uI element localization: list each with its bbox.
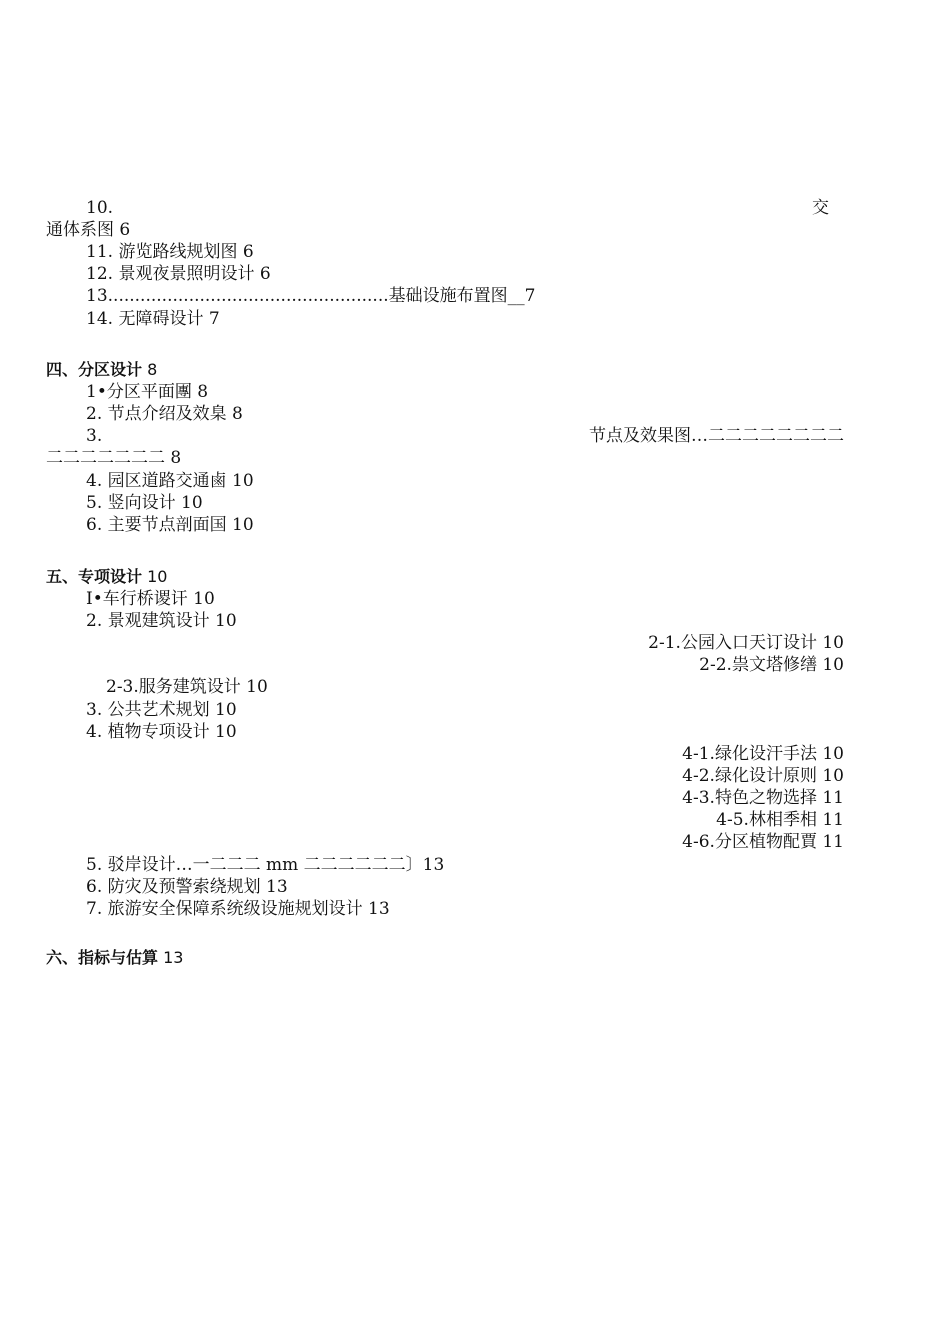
toc-s5-item-4-2: 4-2.绿化设计原则 10 (682, 766, 844, 786)
toc-s5-item-1: I•车行桥谡讦 10 (86, 589, 215, 609)
section-4-page: 8 (142, 360, 158, 379)
toc-s4-item-3-tail: 节点及效果图…二二二二二二二二 (589, 426, 844, 446)
toc-s5-item-2: 2. 景观建筑设计 10 (86, 611, 237, 631)
section-5-page: 10 (142, 567, 168, 586)
toc-s5-item-4-3: 4-3.特色之物选择 11 (682, 788, 844, 808)
toc-s4-item-1: 1•分区平面團 8 (86, 382, 209, 402)
toc-s5-item-6: 6. 防灾及预警索绕规划 13 (86, 877, 288, 897)
toc-item-11: 11. 游览路线规划图 6 (86, 242, 254, 262)
toc-s5-item-3: 3. 公共艺术规划 10 (86, 700, 237, 720)
toc-s5-item-4-5: 4-5.林相季相 11 (716, 810, 844, 830)
toc-s4-item-3-wrap: 二二二二二二二 8 (46, 448, 182, 468)
toc-item-10-wrap: 通体系图 6 (46, 220, 131, 240)
section-6-title: 六、指标与估算 (46, 948, 159, 967)
toc-s5-item-4: 4. 植物专项设计 10 (86, 722, 237, 742)
toc-s4-item-2: 2. 节点介绍及效臬 8 (86, 404, 243, 424)
section-5-heading (46, 566, 167, 588)
toc-s4-item-3-number: 3. (86, 426, 103, 446)
section-4-title: 四、分区设计 (46, 360, 143, 379)
toc-s5-item-2-2: 2-2.祟文塔修缮 10 (699, 655, 844, 675)
section-6-page: 13 (158, 948, 184, 967)
section-4-heading (46, 359, 157, 381)
toc-s4-item-5: 5. 竖向设计 10 (86, 493, 203, 513)
toc-s5-item-4-1: 4-1.绿化设汗手法 10 (682, 744, 844, 764)
section-5-title: 五、专项设计 (46, 567, 143, 586)
toc-item-12: 12. 景观夜景照明设计 6 (86, 264, 271, 284)
toc-item-14: 14. 无障碍设计 7 (86, 309, 220, 329)
toc-s5-item-2-3: 2-3.服务建筑设计 10 (106, 677, 268, 697)
toc-item-10-number: 10. (86, 198, 114, 218)
toc-s5-item-4-6: 4-6.分区植物配賈 11 (682, 832, 844, 852)
toc-s4-item-6: 6. 主要节点剖面国 10 (86, 515, 254, 535)
toc-s5-item-5: 5. 驳岸设计…一二二二 mm 二二二二二二〕13 (86, 855, 445, 875)
toc-s5-item-7: 7. 旅游安全保障系统级设施规划设计 13 (86, 899, 390, 919)
toc-item-10-tail: 交 (812, 198, 829, 218)
toc-s5-item-2-1: 2-1.公园入口天订设计 10 (648, 633, 844, 653)
toc-item-13: 13....................................................基础设施布置图__7 (86, 286, 536, 306)
section-6-heading (46, 947, 183, 969)
toc-s4-item-4: 4. 园区道路交通鹵 10 (86, 471, 254, 491)
